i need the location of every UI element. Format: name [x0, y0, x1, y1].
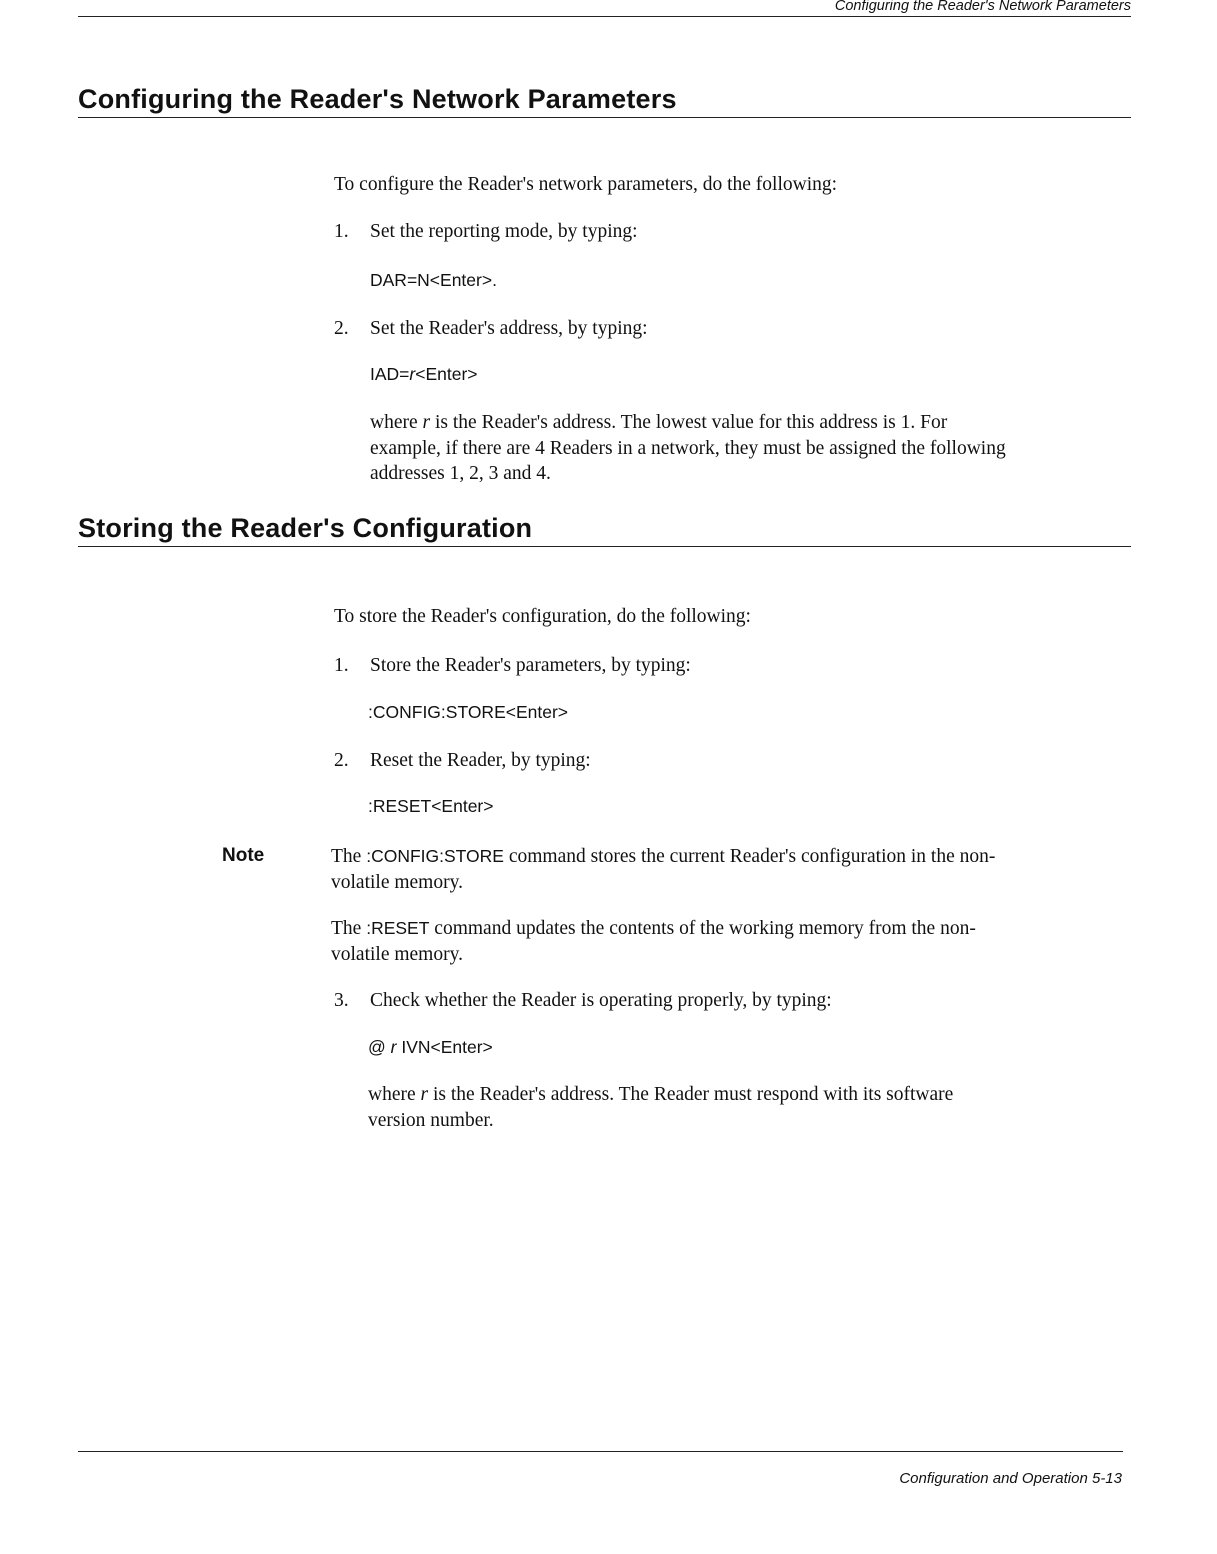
page-footer: Configuration and Operation 5-13 — [899, 1470, 1122, 1487]
note-label: Note — [222, 845, 265, 866]
where-line-1: is the Reader's address. The lowest value for this address is 1. For — [430, 412, 948, 433]
running-header: Configuring the Reader's Network Parameters — [834, 0, 1131, 14]
note-prefix: The — [331, 846, 367, 867]
note-command: :RESET — [366, 918, 430, 938]
section-title-network: Configuring the Reader's Network Parameters — [78, 84, 1131, 118]
where-line-1: is the Reader's address. The Reader must respond with its software — [428, 1084, 954, 1105]
command-reset: :RESET<Enter> — [368, 796, 494, 816]
step-text: Set the reporting mode, by typing: — [370, 221, 638, 242]
address-explanation — [370, 410, 1130, 487]
header-rule — [78, 16, 1131, 17]
command-prefix: @ — [368, 1037, 386, 1057]
note-line-2: volatile memory. — [331, 871, 463, 893]
step-number: 1. — [334, 221, 349, 242]
where-line-3: addresses 1, 2, 3 and 4. — [370, 463, 551, 484]
where-line-2: example, if there are 4 Readers in a network, they must be assigned the following — [370, 437, 1006, 459]
step-number: 3. — [334, 990, 349, 1011]
command-prefix: IAD= — [370, 364, 410, 384]
step-text: Check whether the Reader is operating properly, by typing: — [370, 990, 832, 1011]
command-ivn — [368, 1037, 493, 1058]
note-prefix: The — [331, 918, 367, 939]
step-1 — [334, 219, 638, 245]
step-number: 2. — [334, 750, 349, 771]
step-text: Reset the Reader, by typing: — [370, 750, 591, 771]
step-number: 2. — [334, 318, 349, 339]
step-text: Store the Reader's parameters, by typing: — [370, 655, 691, 676]
step-number: 1. — [334, 655, 349, 676]
command-variable: r — [390, 1037, 397, 1057]
step-2 — [334, 748, 591, 774]
footer-rule — [78, 1451, 1123, 1452]
command-suffix: IVN<Enter> — [396, 1037, 493, 1057]
step-3 — [334, 988, 832, 1014]
command-dar: DAR=N<Enter>. — [370, 270, 497, 290]
intro-paragraph: To configure the Reader's network parameters, do the following: — [334, 174, 838, 195]
note-line-2: volatile memory. — [331, 943, 463, 965]
command-variable: r — [409, 364, 416, 384]
where-line-2: version number. — [368, 1109, 494, 1131]
intro-paragraph: To store the Reader's configuration, do the following: — [334, 606, 751, 627]
command-iad — [370, 364, 478, 385]
where-variable: r — [422, 412, 431, 433]
note-line-1: command updates the contents of the working memory from the non- — [429, 918, 976, 939]
step-1 — [334, 653, 691, 679]
note-paragraph-1 — [331, 844, 1131, 895]
response-explanation — [368, 1082, 1128, 1133]
note-paragraph-2 — [331, 916, 1131, 967]
note-command: :CONFIG:STORE — [366, 846, 504, 866]
where-prefix: where — [368, 1084, 421, 1105]
where-prefix: where — [370, 412, 423, 433]
where-variable: r — [420, 1084, 429, 1105]
section-title-storing: Storing the Reader's Configuration — [78, 513, 1131, 547]
command-suffix: <Enter> — [415, 364, 478, 384]
note-line-1: command stores the current Reader's configuration in the non- — [503, 846, 996, 867]
step-text: Set the Reader's address, by typing: — [370, 318, 648, 339]
step-2 — [334, 316, 648, 342]
command-config-store: :CONFIG:STORE<Enter> — [368, 702, 569, 722]
